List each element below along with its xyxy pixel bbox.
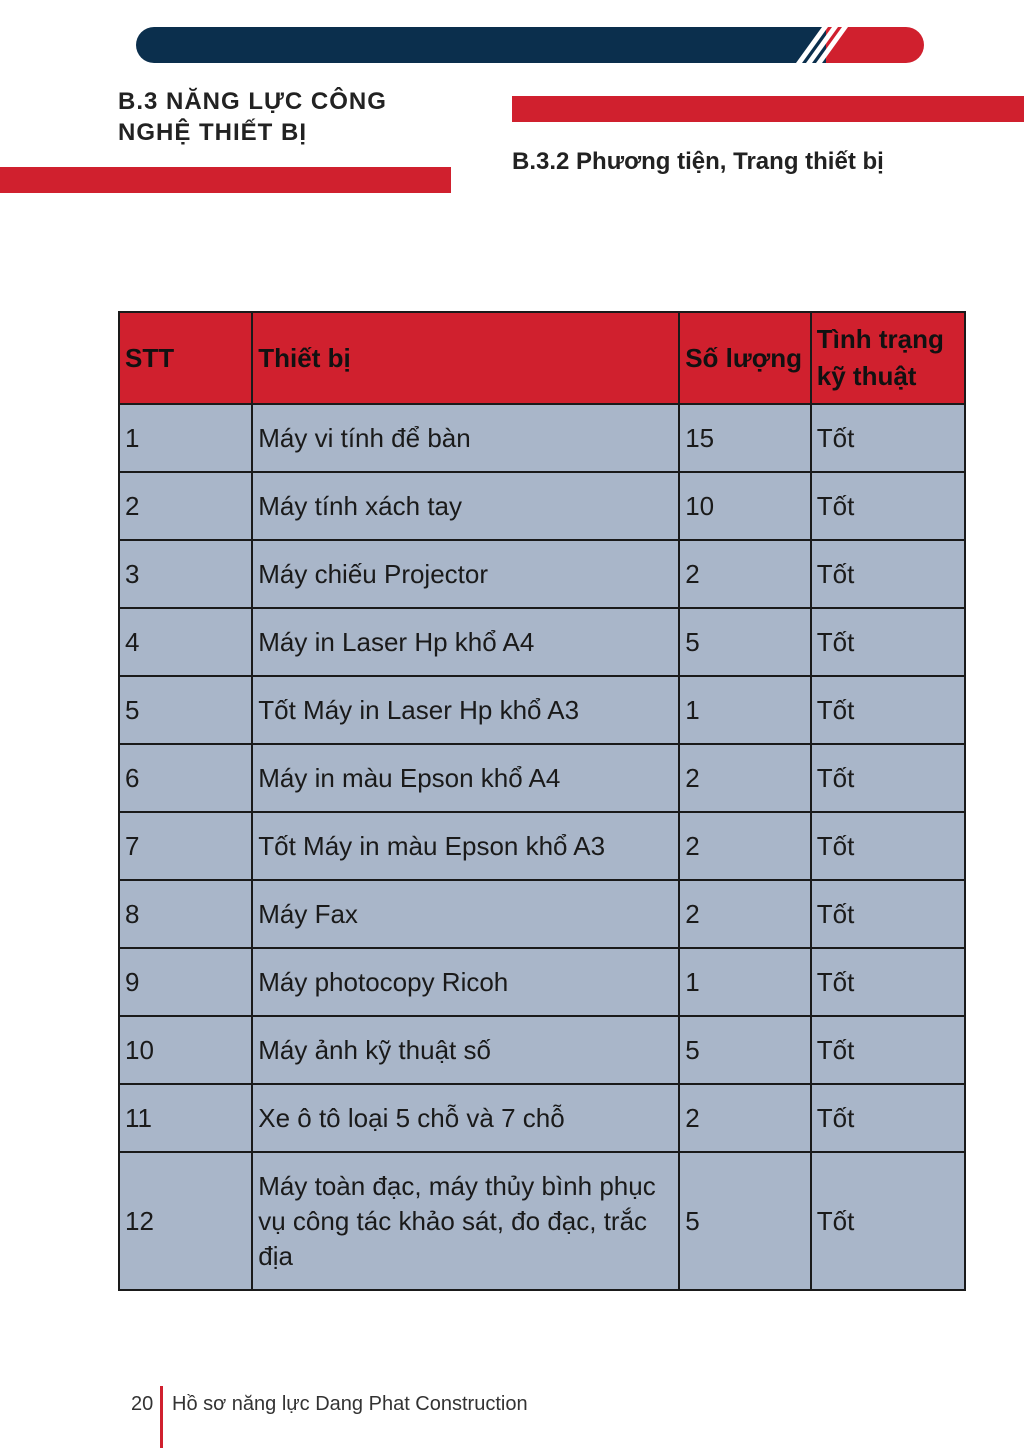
cell-stt: 11 (119, 1084, 252, 1152)
cell-device: Máy ảnh kỹ thuật số (252, 1016, 679, 1084)
cell-status: Tốt (811, 472, 965, 540)
cell-stt: 5 (119, 676, 252, 744)
red-accent-band-right (512, 96, 1024, 122)
header-device: Thiết bị (252, 312, 679, 404)
cell-stt: 7 (119, 812, 252, 880)
cell-status: Tốt (811, 1152, 965, 1290)
table-row (119, 1084, 965, 1152)
table-row (119, 676, 965, 744)
cell-status: Tốt (811, 608, 965, 676)
table-header-row (119, 312, 965, 404)
cell-quantity: 5 (679, 1152, 811, 1290)
cell-stt: 9 (119, 948, 252, 1016)
table-row (119, 1016, 965, 1084)
cell-stt: 10 (119, 1016, 252, 1084)
cell-device: Tốt Máy in màu Epson khổ A3 (252, 812, 679, 880)
cell-device: Máy tính xách tay (252, 472, 679, 540)
header-decoration-bar (136, 27, 924, 63)
cell-status: Tốt (811, 1016, 965, 1084)
header-stt: STT (119, 312, 252, 404)
table-row (119, 1152, 965, 1290)
cell-status: Tốt (811, 1084, 965, 1152)
header-status: Tình trạng kỹ thuật (811, 312, 965, 404)
table-row (119, 608, 965, 676)
diagonal-stripes-icon (776, 27, 856, 63)
cell-device: Máy photocopy Ricoh (252, 948, 679, 1016)
table-row (119, 744, 965, 812)
cell-device: Máy in Laser Hp khổ A4 (252, 608, 679, 676)
cell-stt: 8 (119, 880, 252, 948)
table-row (119, 540, 965, 608)
cell-status: Tốt (811, 948, 965, 1016)
cell-stt: 1 (119, 404, 252, 472)
cell-quantity: 1 (679, 676, 811, 744)
cell-status: Tốt (811, 540, 965, 608)
cell-device: Máy in màu Epson khổ A4 (252, 744, 679, 812)
cell-stt: 6 (119, 744, 252, 812)
cell-stt: 2 (119, 472, 252, 540)
header-navy-band (136, 27, 836, 63)
cell-stt: 4 (119, 608, 252, 676)
cell-status: Tốt (811, 880, 965, 948)
cell-device: Máy vi tính để bàn (252, 404, 679, 472)
cell-quantity: 2 (679, 880, 811, 948)
section-title: B.3 NĂNG LỰC CÔNG NGHỆ THIẾT BỊ (118, 88, 387, 146)
cell-device: Xe ô tô loại 5 chỗ và 7 chỗ (252, 1084, 679, 1152)
cell-quantity: 10 (679, 472, 811, 540)
cell-status: Tốt (811, 744, 965, 812)
cell-status: Tốt (811, 404, 965, 472)
footer-divider (160, 1386, 163, 1448)
cell-quantity: 2 (679, 812, 811, 880)
header-quantity: Số lượng (679, 312, 811, 404)
table-row (119, 472, 965, 540)
table-row (119, 880, 965, 948)
cell-quantity: 2 (679, 540, 811, 608)
subsection-title: B.3.2 Phương tiện, Trang thiết bị (512, 148, 884, 175)
table-row (119, 948, 965, 1016)
cell-status: Tốt (811, 812, 965, 880)
cell-quantity: 2 (679, 1084, 811, 1152)
table-row (119, 404, 965, 472)
cell-stt: 3 (119, 540, 252, 608)
cell-device: Máy toàn đạc, máy thủy bình phục vụ công tác khảo sát, đo đạc, trắc địa (252, 1152, 679, 1290)
page-number: 20 (131, 1393, 154, 1415)
cell-quantity: 1 (679, 948, 811, 1016)
cell-device: Máy chiếu Projector (252, 540, 679, 608)
cell-stt: 12 (119, 1152, 252, 1290)
cell-device: Máy Fax (252, 880, 679, 948)
footer-document-name: Hồ sơ năng lực Dang Phat Construction (172, 1393, 528, 1415)
cell-status: Tốt (811, 676, 965, 744)
cell-device: Tốt Máy in Laser Hp khổ A3 (252, 676, 679, 744)
cell-quantity: 2 (679, 744, 811, 812)
cell-quantity: 5 (679, 608, 811, 676)
equipment-table (118, 311, 966, 1291)
cell-quantity: 5 (679, 1016, 811, 1084)
cell-quantity: 15 (679, 404, 811, 472)
table-row (119, 812, 965, 880)
red-accent-band-left (0, 167, 451, 193)
